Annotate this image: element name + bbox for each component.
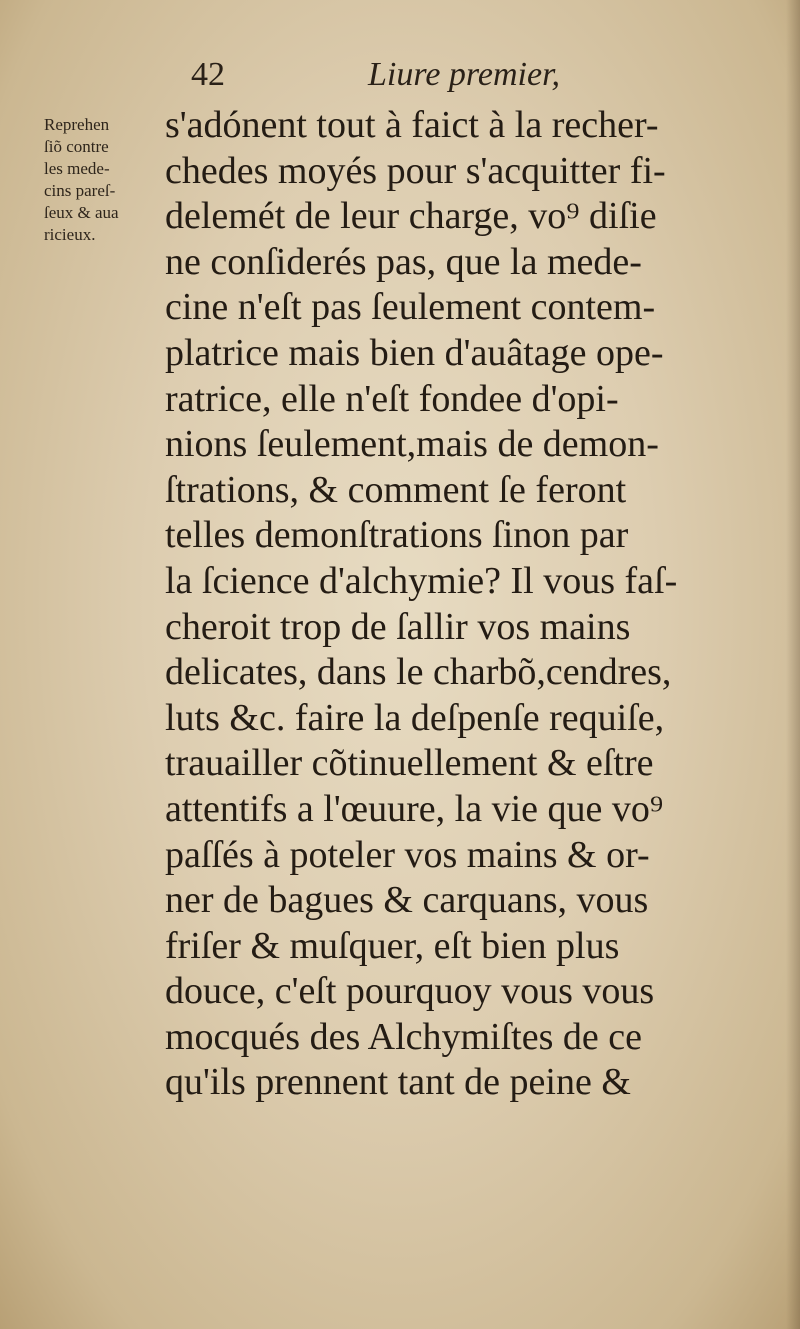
text-line: luts &c. faire la deſpenſe requiſe,: [165, 696, 665, 739]
text-line: attentifs a l'œuure, la vie que vo⁹: [165, 787, 664, 830]
marginal-note-line: cins pareſ-: [44, 181, 116, 200]
text-line: cine n'eſt pas ſeulement contem-: [165, 286, 656, 329]
marginal-note-line: Reprehen: [44, 115, 110, 134]
text-line: qu'ils prennent tant de peine &: [165, 1061, 631, 1104]
running-title: Liure premier,: [368, 56, 561, 93]
text-line: mocqués des Alchymiſtes de ce: [165, 1015, 642, 1058]
text-line: ſtrations, & comment ſe feront: [165, 468, 627, 511]
marginal-note-line: les mede-: [44, 159, 110, 178]
text-line: nions ſeulement,mais de demon-: [165, 423, 659, 466]
text-line: ner de bagues & carquans, vous: [165, 879, 649, 922]
text-line: telles demonſtrations ſinon par: [165, 514, 629, 557]
text-line: ratrice, elle n'eſt fondee d'opi-: [165, 377, 619, 420]
text-line: delicates, dans le charbõ,cendres,: [165, 651, 672, 694]
text-line: la ſcience d'alchymie? Il vous faſ-: [165, 559, 678, 602]
marginal-note-line: ſeux & aua: [44, 203, 119, 222]
text-line: paſſés à poteler vos mains & or-: [165, 833, 650, 876]
text-line: cheroit trop de ſallir vos mains: [165, 605, 631, 648]
marginal-note-line: ſiõ contre: [44, 137, 109, 156]
text-line: douce, c'eſt pourquoy vous vous: [165, 970, 655, 1013]
text-line: ne conſiderés pas, que la mede-: [165, 240, 642, 283]
text-line: chedes moyés pour s'acquitter fi-: [165, 149, 666, 192]
body-text: [165, 103, 755, 1106]
marginal-note: [44, 114, 169, 246]
running-head: [0, 56, 800, 96]
page-number: 42: [191, 56, 225, 93]
text-line: trauailler cõtinuellement & eſtre: [165, 742, 654, 785]
text-line: s'adónent tout à faict à la recher-: [165, 104, 659, 146]
marginal-note-line: ricieux.: [44, 225, 96, 244]
text-line: friſer & muſquer, eſt bien plus: [165, 924, 620, 967]
text-line: platrice mais bien d'auâtage ope-: [165, 331, 664, 374]
text-line: delemét de leur charge, vo⁹ diſie: [165, 195, 657, 238]
page-edge-shadow: [786, 0, 800, 1329]
